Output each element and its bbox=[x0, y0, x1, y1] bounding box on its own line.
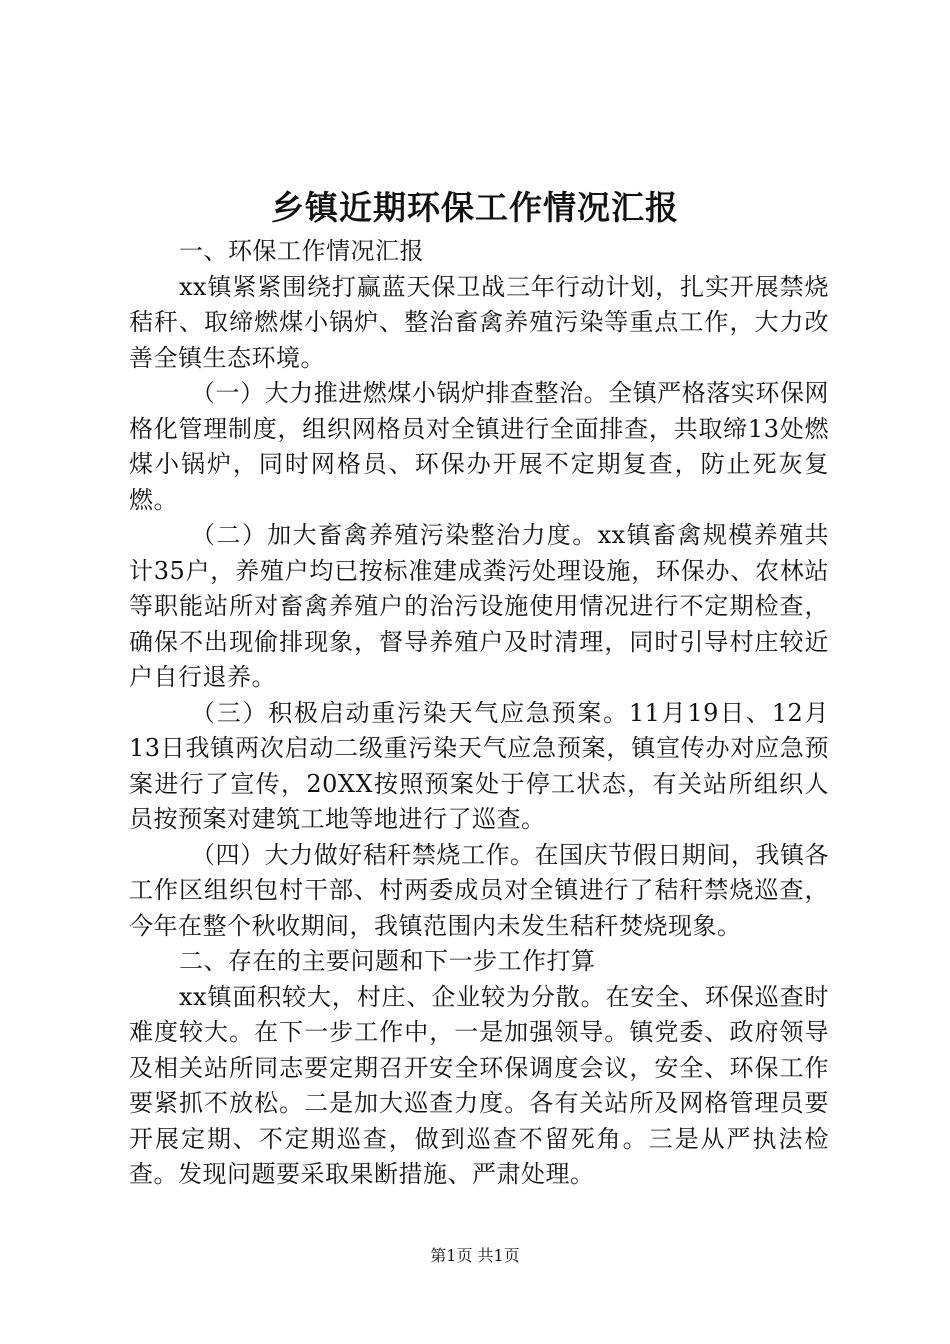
document-title: 乡镇近期环保工作情况汇报 bbox=[271, 188, 679, 227]
paragraph-item-3: （三）积极启动重污染天气应急预案。11月19日、12月13日我镇两次启动二级重污染天气应急预案，镇宣传办对应急预案进行了宣传，20XX按照预案处于停工状态，有关站所组织人员按预案对建筑工地等地进行了巡查。 bbox=[129, 698, 829, 833]
section-heading-1: 一、环保工作情况汇报 bbox=[179, 237, 424, 265]
paragraph-plan: xx镇面积较大，村庄、企业较为分散。在安全、环保巡查时难度较大。在下一步工作中，一是加强领导。镇党委、政府领导及相关站所同志要定期召开安全环保调度会议，安全、环保工作要紧抓不放松。二是加大巡查力度。各有关站所及网格管理员要开展定期、不定期巡查，做到巡查不留死角。三是从严执法检查。发现问题要采取果断措施、严肃处理。 bbox=[129, 982, 829, 1188]
page-footer: 第1页 共1页 bbox=[430, 1246, 520, 1265]
document-body bbox=[129, 234, 829, 1193]
paragraph-item-2: （二）加大畜禽养殖污染整治力度。xx镇畜禽规模养殖共计35户，养殖户均已按标准建成粪污处理设施，环保办、农林站等职能站所对畜禽养殖户的治污设施使用情况进行不定期检查，确保不出现偷排现象，督导养殖户及时清理，同时引导村庄较近户自行退养。 bbox=[129, 521, 829, 691]
section-heading-2: 二、存在的主要问题和下一步工作打算 bbox=[179, 947, 596, 975]
paragraph-item-4: （四）大力做好秸秆禁烧工作。在国庆节假日期间，我镇各工作区组织包村干部、村两委成员对全镇进行了秸秆禁烧巡查，今年在整个秋收期间，我镇范围内未发生秸秆焚烧现象。 bbox=[129, 840, 829, 940]
paragraph-intro: xx镇紧紧围绕打赢蓝天保卫战三年行动计划，扎实开展禁烧秸秆、取缔燃煤小锅炉、整治畜禽养殖污染等重点工作，大力改善全镇生态环境。 bbox=[129, 272, 829, 372]
paragraph-item-1: （一）大力推进燃煤小锅炉排查整治。全镇严格落实环保网格化管理制度，组织网格员对全镇进行全面排查，共取缔13处燃煤小锅炉，同时网格员、环保办开展不定期复查，防止死灰复燃。 bbox=[129, 379, 829, 514]
